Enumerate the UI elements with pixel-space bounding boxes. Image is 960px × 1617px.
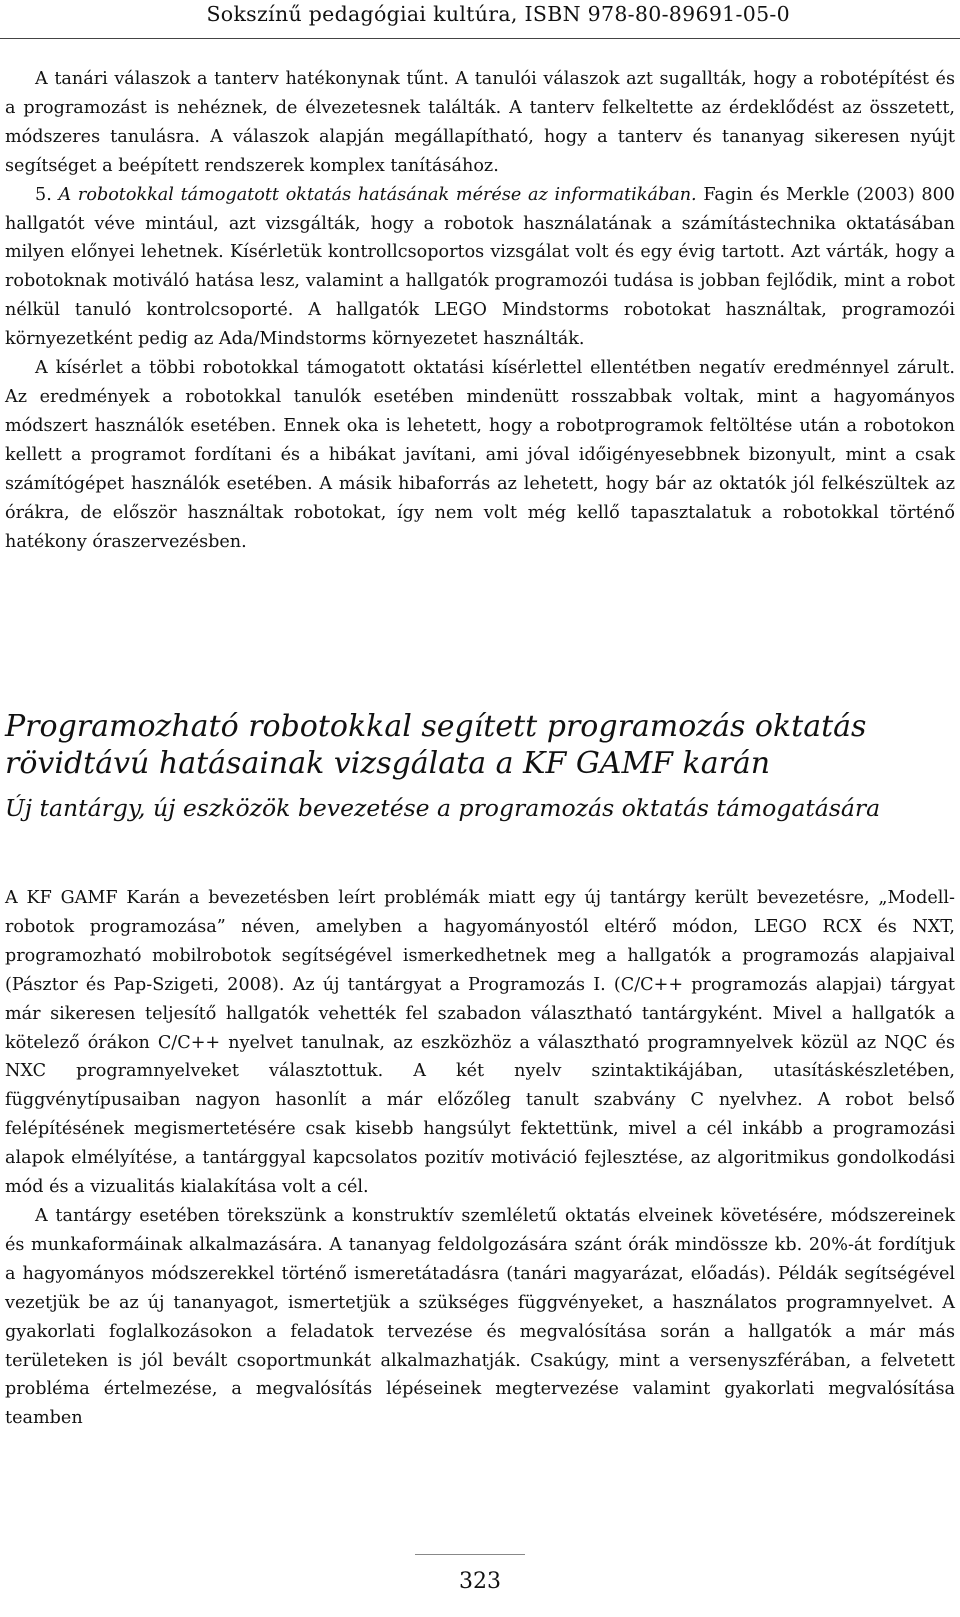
paragraph: A KF GAMF Karán a bevezetésben leírt problémák miatt egy új tantárgy került bevezetésre, „Modell-robotok programozása” néven, amelyben a hagyományostól eltérő módon, LEGO RCX és NXT, programozható mobilrobotok segítségével ismerkedhetnek meg a hallgatók a programozás alapjaival (Pásztor és Pap-Szigeti, 2008). Az új tantárgyat a Programozás I. (C/C++ programozás alapjai) tárgyat már sikeresen teljesítő hallgatók vehették fel szabadon választható tantárgyként. Mivel a hallgatók a kötelező órákon C/C++ nyelvet tanulnak, az eszközhöz a választható programnyelvek közül az NQC és NXC programnyelveket választottuk. A két nyelv szintaktikájában, utasításkészletében, függvénytípusaiban nagyon hasonlít a már előzőleg tanult szabvány C nyelvhez. A robot belső felépítésének megismertetésére csak kisebb hangsúlyt fektettünk, mivel a cél inkább a programozási alapok elmélyítése, a tantárggyal kapcsolatos pozitív motiváció fejlesztése, az algoritmikus gondolkodási mód és a vizualitás kialakítása volt a cél. [5,888,955,1198]
section-1-body [5,65,955,556]
header-divider [0,38,960,39]
item-title: A robotokkal támogatott oktatás hatásának mérése az informatikában. [58,184,697,205]
paragraph: A tanári válaszok a tanterv hatékonynak tűnt. A tanulói válaszok azt sugallták, hogy a robotépítést és a programozást is nehéznek, de élvezetesnek találták. A tanterv felkeltette az érdeklődést az összetett, módszeres tanulásra. A válaszok alapján megállapítható, hogy a tanterv és tananyag sikeresen nyújt segítséget a beépített rendszerek komplex tanításához. [5,69,955,176]
item-body: Fagin és Merkle (2003) 800 hallgatót véve mintául, azt vizsgálták, hogy a robotok használatának a számítástechnika oktatásában milyen előnyei lehetnek. Kísérletük kontrollcsoportos vizsgálat volt és egy évig tartott. Azt várták, hogy a robotoknak motiváló hatása lesz, valamint a hallgatók programozói tudása is jobban fejlődik, mint a robot nélkül tanuló kontrolcsoporté. A hallgatók LEGO Mindstorms robotokat használtak, programozói környezetként pedig az Ada/Mindstorms környezetet használták. [5,184,956,350]
section-2-body [5,884,955,1433]
page-number: 323 [459,1569,501,1594]
footer-divider [415,1554,525,1555]
section-heading: Programozható robotokkal segített programozás oktatás rövidtávú hatásainak vizsgálata a KF GAMF karán [5,709,867,781]
paragraph: A tantárgy esetében törekszünk a konstruktív szemléletű oktatás elveinek követésére, módszereinek és munkaformáinak alkalmazására. A tananyag feldolgozására szánt órák mindössze kb. 20%-át fordítjuk a hagyományos módszerekkel történő ismeretátadásra (tanári magyarázat, előadás). Példák segítségével vezetjük be az új tananyagot, ismertetjük a szükséges függvényeket, a használatos programnyelvet. A gyakorlati foglalkozásokon a feladatok tervezése és megvalósítása során a hallgatók a már más területeken is jól bevált csoportmunkát alkalmazhatják. Csakúgy, mint a versenyszférában, a felvetett probléma értelmezése, a megvalósítás lépéseinek megtervezése valamint gyakorlati megvalósítása teamben [5,1205,955,1429]
paragraph: A kísérlet a többi robotokkal támogatott oktatási kísérlettel ellentétben negatív eredménnyel zárult. Az eredmények a robotokkal tanulók esetében mindenütt rosszabbak voltak, mint a hagyományos módszert használók esetében. Ennek oka is lehetett, hogy a robotprogramok feltöltése után a robotokon kellett a programot fordítani és a hibákat javítani, ami jóval időigényesebbnek bizonyult, mint a csak számítógépet használók esetében. A másik hibaforrás az lehetett, hogy bár az oktatók jól felkészültek az órákra, de először használtak robotokat, így nem volt még kellő tapasztalatuk a robotokkal történő hatékony óraszervezésben. [5,358,955,552]
item-number: 5. [35,184,59,205]
numbered-paragraph [5,181,955,354]
section-subheading: Új tantárgy, új eszközök bevezetése a programozás oktatás támogatására [5,794,881,822]
running-header: Sokszínű pedagógiai kultúra, ISBN 978-80-89691-05-0 [206,2,790,26]
